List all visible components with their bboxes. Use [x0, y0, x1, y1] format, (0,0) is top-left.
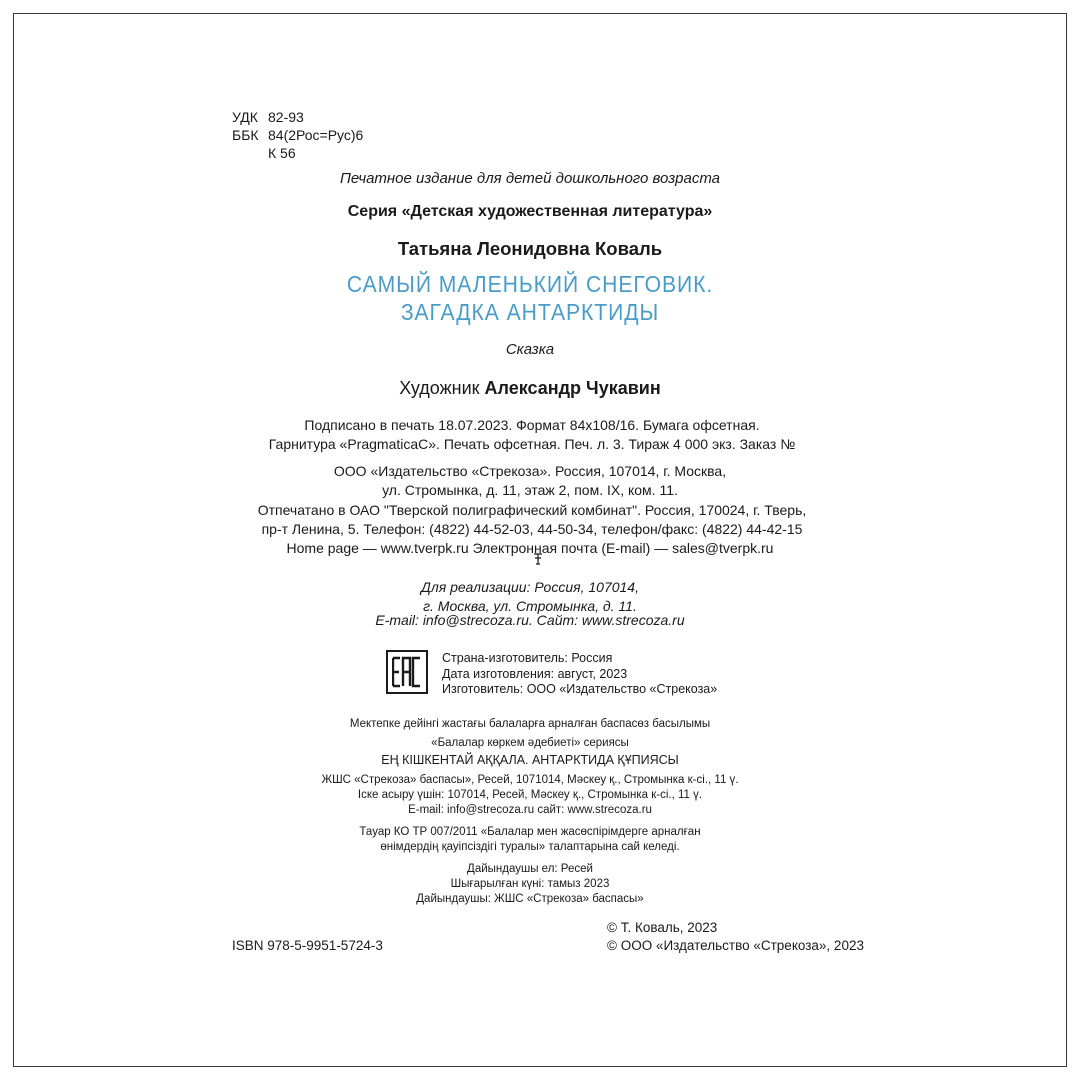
copyright-publisher: © ООО «Издательство «Стрекоза», 2023 [607, 938, 864, 953]
kz-manufacturer: Дайындаушы: ЖШС «Стрекоза» баспасы» [416, 893, 644, 905]
sales-3: E-mail: info@strecoza.ru. Сайт: www.strecoza.ru [375, 612, 685, 628]
bibliographic-codes [232, 108, 363, 162]
kz-standard-2: өнімдердің қауіпсіздігі туралы» талаптарына сай келеді. [380, 841, 680, 853]
book-title-line-1: САМЫЙ МАЛЕНЬКИЙ СНЕГОВИК. [346, 271, 714, 297]
sales-2: г. Москва, ул. Стромынка, д. 11. [423, 598, 637, 614]
manufacturer: Изготовитель: ООО «Издательство «Стрекоза» [442, 682, 718, 696]
kz-title: ЕҢ КІШКЕНТАЙ АҚҚАЛА. АНТАРКТИДА ҚҰПИЯСЫ [381, 753, 679, 767]
book-title-line-2: ЗАГАДКА АНТАРКТИДЫ [400, 299, 660, 325]
kz-publisher: ЖШС «Стрекоза» баспасы», Ресей, 1071014, Мәскеу қ., Стромынка к-сі., 11 ү. [321, 774, 739, 786]
illustrator-name: Александр Чукавин [484, 378, 661, 398]
kz-date: Шығарылған күні: тамыз 2023 [450, 878, 610, 890]
kz-sales: Іске асыру үшін: 107014, Ресей, Мәскеу қ., Стромынка к-сі., 11 ү. [357, 789, 703, 801]
udk-label: УДК [232, 109, 258, 125]
printer-2: пр-т Ленина, 5. Телефон: (4822) 44-52-03, 44-50-34, телефон/факс: (4822) 44-42-15 [261, 521, 803, 537]
author: Татьяна Леонидовна Коваль [397, 238, 663, 259]
printer-3: Home page — www.tverpk.ru Электронная почта (E-mail) — sales@tverpk.ru [286, 540, 774, 556]
series: Серия «Детская художественная литература» [347, 203, 713, 220]
manufacturer-block [442, 651, 717, 698]
kz-country: Дайындаушы ел: Ресей [467, 863, 593, 875]
edition-type: Печатное издание для детей дошкольного возраста [339, 170, 721, 187]
bbk-label: ББК [232, 127, 259, 143]
country: Страна-изготовитель: Россия [442, 651, 613, 665]
isbn: ISBN 978-5-9951-5724-3 [232, 938, 383, 953]
manufacture-date: Дата изготовления: август, 2023 [442, 666, 628, 681]
print-info-1: Подписано в печать 18.07.2023. Формат 84х108/16. Бумага офсетная. [304, 417, 760, 433]
illustrator-label: Художник [399, 378, 480, 398]
udk-value: 82-93 [268, 109, 304, 125]
sales-1: Для реализации: Россия, 107014, [421, 579, 639, 595]
kz-edition-type: Мектепке дейінгі жастағы балаларға арналған баспасөз басылымы [349, 718, 711, 730]
author-sign: К 56 [268, 145, 296, 161]
publisher-1: ООО «Издательство «Стрекоза». Россия, 107014, г. Москва, [333, 463, 727, 479]
bbk-value: 84(2Рос=Рус)6 [268, 127, 364, 143]
print-info-2: Гарнитура «PragmaticaC». Печать офсетная. Печ. л. 3. Тираж 4 000 экз. Заказ № [268, 436, 796, 452]
kz-contacts: E-mail: info@strecoza.ru сайт: www.strecoza.ru [408, 804, 652, 816]
kz-standard-1: Тауар КО ТР 007/2011 «Балалар мен жасөспірімдерге арналған [359, 826, 701, 838]
illustrator [0, 378, 1070, 399]
copyright-author: © Т. Коваль, 2023 [607, 920, 718, 935]
printer-mark-icon [533, 553, 543, 568]
eac-logo [386, 650, 428, 694]
kz-series: «Балалар көркем әдебиеті» сериясы [431, 737, 629, 749]
publisher-2: ул. Стромынка, д. 11, этаж 2, пом. IX, ком. 11. [382, 482, 678, 498]
printer-1: Отпечатано в ОАО "Тверской полиграфический комбинат". Россия, 170024, г. Тверь, [257, 502, 807, 518]
genre: Сказка [505, 341, 555, 358]
